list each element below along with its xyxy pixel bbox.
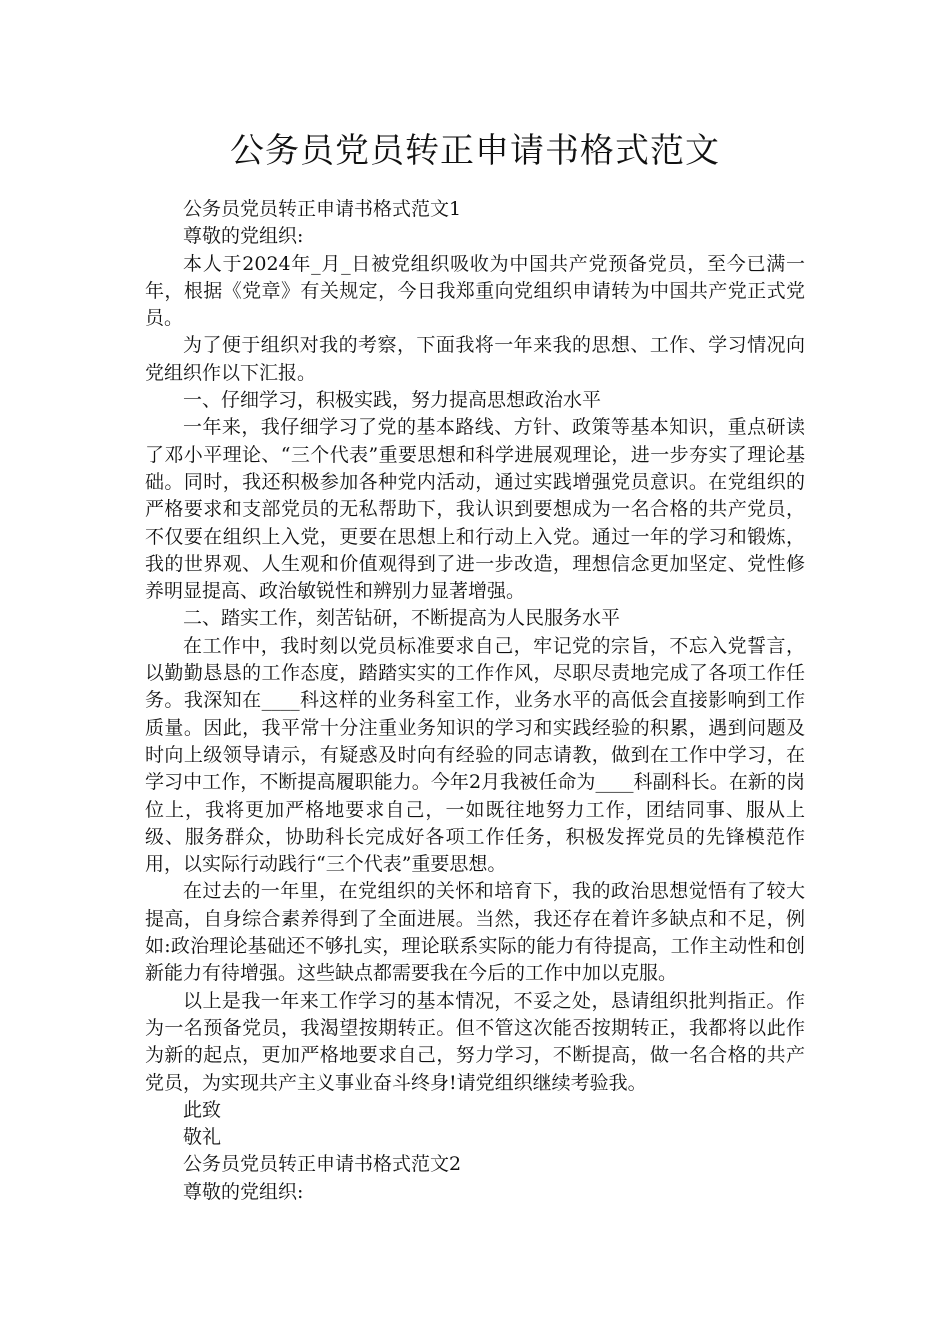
paragraph-study: 一年来，我仔细学习了党的基本路线、方针、政策等基本知识，重点研读了邓小平理论、“三个代表”重要思想和科学进展观理论，进一步夯实了理论基础。同时，我还积极参加各种党内活动，通过实践增强党员意识。在党组织的严格要求和支部党员的无私帮助下，我认识到要想成为一名合格的共产党员，不仅要在组织上入党，更要在思想上和行动上入党。通过一年的学习和锻炼，我的世界观、人生观和价值观得到了进一步改造，理想信念更加坚定、党性修养明显提高、政治敏锐性和辨别力显著增强。 <box>145 416 805 603</box>
paragraph-intro: 为了便于组织对我的考察，下面我将一年来我的思想、工作、学习情况向党组织作以下汇报。 <box>145 334 805 384</box>
paragraph-application: 本人于2024年_月_日被党组织吸收为中国共产党预备党员，至今已满一年，根据《党章》有关规定，今日我郑重向党组织申请转为中国共产党正式党员。 <box>145 252 805 330</box>
sample-heading-2: 公务员党员转正申请书格式范文2 <box>183 1153 462 1176</box>
section-heading-1: 一、仔细学习，积极实践，努力提高思想政治水平 <box>183 389 602 412</box>
salutation-2: 尊敬的党组织: <box>183 1180 304 1203</box>
paragraph-summary: 以上是我一年来工作学习的基本情况，不妥之处，恳请组织批判指正。作为一名预备党员，我渴望按期转正。但不管这次能否按期转正，我都将以此作为新的起点，更加严格地要求自己，努力学习，不断提高，做一名合格的共产党员，为实现共产主义事业奋斗终身!请党组织继续考验我。 <box>145 989 805 1094</box>
document-body <box>145 196 805 1206</box>
document-title: 公务员党员转正申请书格式范文 <box>230 131 720 171</box>
section-heading-2: 二、踏实工作，刻苦钻研，不断提高为人民服务水平 <box>183 607 621 630</box>
closing-salute: 敬礼 <box>183 1126 222 1149</box>
paragraph-work: 在工作中，我时刻以党员标准要求自己，牢记党的宗旨，不忘入党誓言，以勤勤恳恳的工作态度，踏踏实实的工作作风，尽职尽责地完成了各项工作任务。我深知在____科这样的业务科室工作，业务水平的高低会直接影响到工作质量。因此，我平常十分注重业务知识的学习和实践经验的积累，遇到问题及时向上级领导请示，有疑惑及时向有经验的同志请教，做到在工作中学习，在学习中工作，不断提高履职能力。今年2月我被任命为____科副科长。在新的岗位上，我将更加严格地要求自己，一如既往地努力工作，团结同事、服从上级、服务群众，协助科长完成好各项工作任务，积极发挥党员的先锋模范作用，以实际行动践行“三个代表”重要思想。 <box>145 634 805 876</box>
paragraph-reflection: 在过去的一年里，在党组织的关怀和培育下，我的政治思想觉悟有了较大提高，自身综合素养得到了全面进展。当然，我还存在着许多缺点和不足，例如:政治理论基础还不够扎实，理论联系实际的能力有待提高，工作主动性和创新能力有待增强。这些缺点都需要我在今后的工作中加以克服。 <box>145 880 805 985</box>
closing-greeting: 此致 <box>183 1098 222 1121</box>
salutation: 尊敬的党组织: <box>183 225 304 248</box>
sample-heading-1: 公务员党员转正申请书格式范文1 <box>183 198 462 220</box>
